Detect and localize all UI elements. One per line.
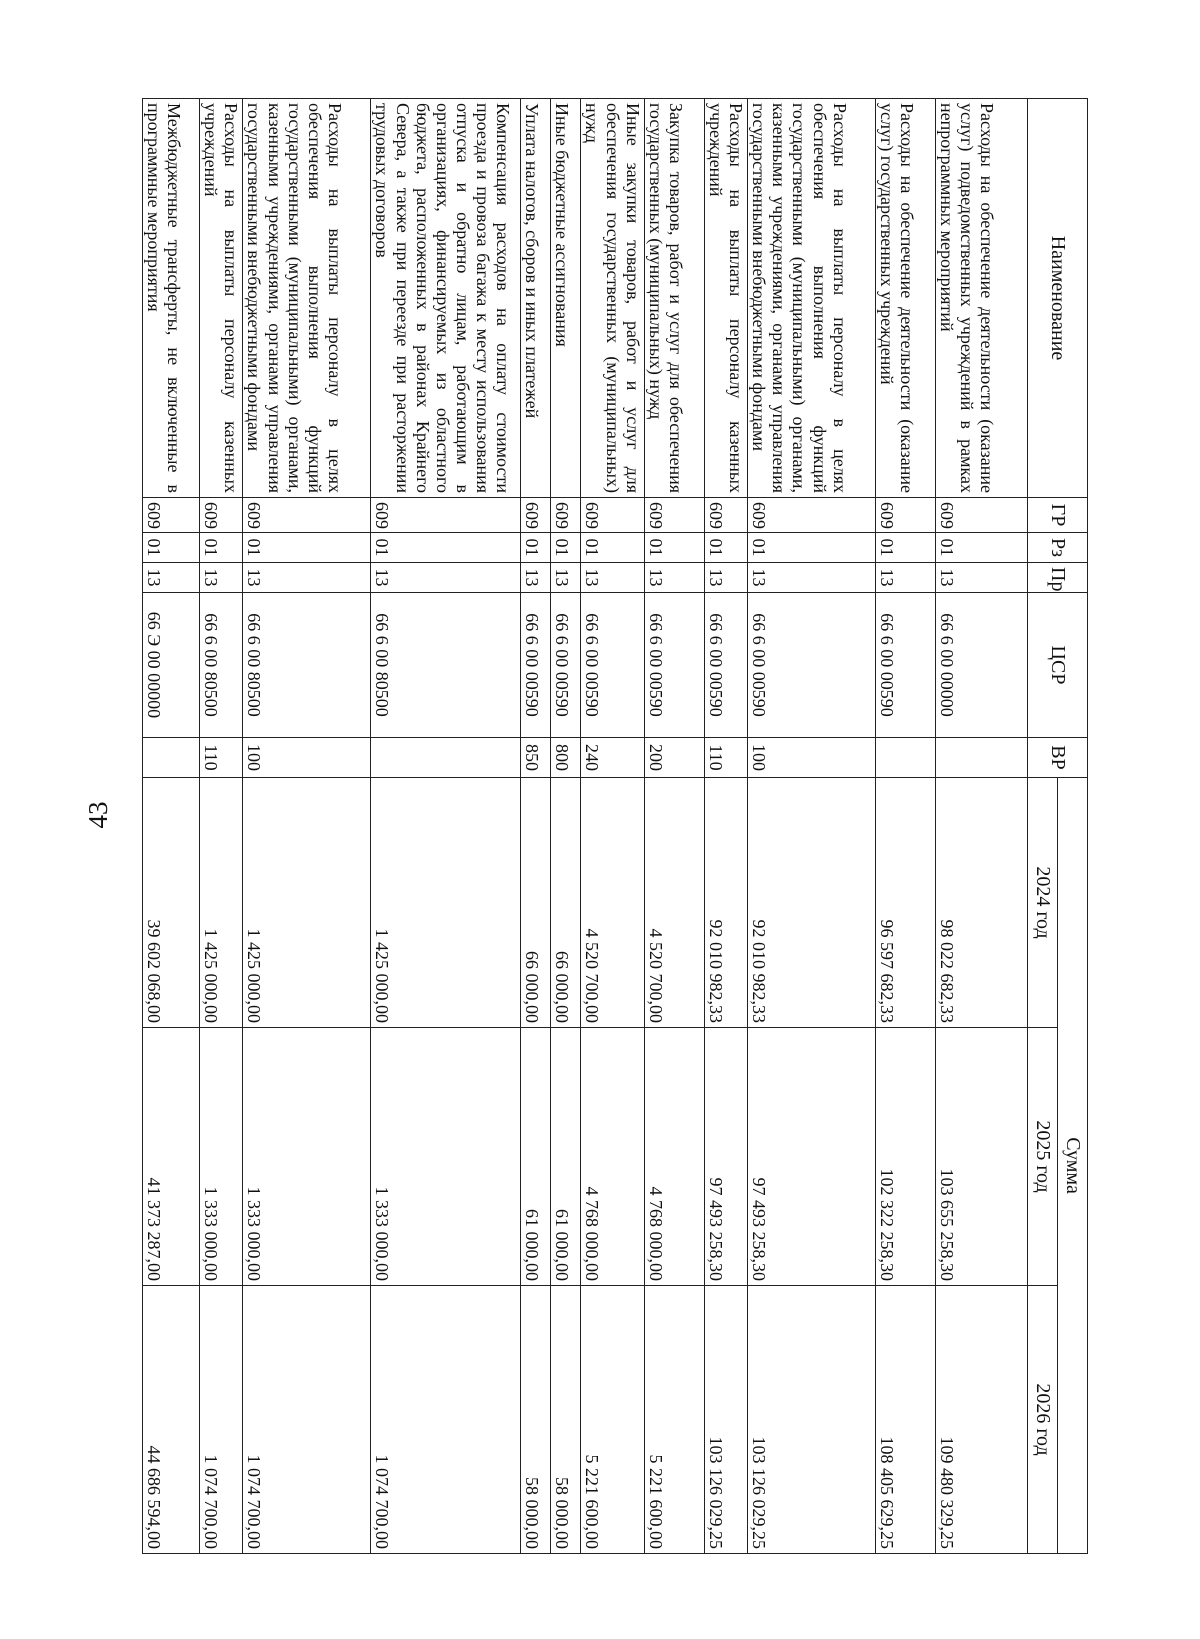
row-sum-2025: 61 000,00: [551, 1028, 581, 1286]
table-row: [704, 99, 747, 1554]
row-sum-2026: 5 221 600,00: [644, 1286, 704, 1554]
header-name: Наименование: [1028, 99, 1088, 498]
row-sum-2024: 39 602 068,00: [142, 778, 199, 1028]
row-vr: 800: [551, 738, 581, 778]
header-2026: 2026 год: [1028, 1286, 1058, 1554]
row-name: Расходы на выплаты персоналу казенных учреждений: [199, 99, 242, 498]
row-vr: [936, 738, 1028, 778]
row-csr: 66 6 00 00590: [644, 593, 704, 738]
row-name: Расходы на обеспечение деятельности (оказание услуг) государственных учреждений: [876, 99, 936, 498]
row-gr: 609: [936, 498, 1028, 533]
row-rz: 01: [876, 533, 936, 563]
row-sum-2025: 61 000,00: [521, 1028, 551, 1286]
row-sum-2025: 97 493 258,30: [748, 1028, 876, 1286]
row-gr: 609: [142, 498, 199, 533]
row-name: Расходы на обеспечение деятельности (оказание услуг) подведомственных учреждений в рамках непрограммных мероприятий: [936, 99, 1028, 498]
row-csr: 66 6 00 00590: [521, 593, 551, 738]
row-sum-2024: 1 425 000,00: [199, 778, 242, 1028]
row-sum-2024: 98 022 682,33: [936, 778, 1028, 1028]
row-sum-2025: 103 655 258,30: [936, 1028, 1028, 1286]
row-vr: 240: [581, 738, 644, 778]
row-csr: 66 6 00 00590: [551, 593, 581, 738]
rotated-table-container: [144, 98, 1088, 1553]
row-pr: 13: [581, 563, 644, 593]
row-vr: [371, 738, 521, 778]
row-sum-2025: 4 768 000,00: [581, 1028, 644, 1286]
page-number: 43: [83, 801, 113, 829]
table-row: [748, 99, 876, 1554]
row-sum-2025: 102 322 258,30: [876, 1028, 936, 1286]
row-name: Иные бюджетные ассигнования: [551, 99, 581, 498]
row-name: Компенсация расходов на оплату стоимости проезда и провоза багажа к месту использования отпуска и обратно лицам, работающим в организациях, финансируемых из областного бюджета, расположенных в районах Крайнего Севера, а также при переезде при расторжении трудовых договоров: [371, 99, 521, 498]
row-gr: 609: [704, 498, 747, 533]
row-rz: 01: [243, 533, 371, 563]
header-pr: Пр: [1028, 563, 1088, 593]
row-pr: 13: [199, 563, 242, 593]
table-row: [936, 99, 1028, 1554]
row-sum-2026: 5 221 600,00: [581, 1286, 644, 1554]
row-sum-2024: 92 010 982,33: [748, 778, 876, 1028]
header-vr: ВР: [1028, 738, 1088, 778]
row-vr: [142, 738, 199, 778]
row-gr: 609: [876, 498, 936, 533]
row-sum-2024: 1 425 000,00: [243, 778, 371, 1028]
row-sum-2026: 1 074 700,00: [371, 1286, 521, 1554]
table-row: [142, 99, 199, 1554]
header-gr: ГР: [1028, 498, 1088, 533]
row-sum-2026: 58 000,00: [551, 1286, 581, 1554]
row-csr: 66 Э 00 00000: [142, 593, 199, 738]
row-rz: 01: [581, 533, 644, 563]
header-csr: ЦСР: [1028, 593, 1088, 738]
row-gr: 609: [521, 498, 551, 533]
row-vr: 110: [704, 738, 747, 778]
row-gr: 609: [581, 498, 644, 533]
row-sum-2026: 103 126 029,25: [704, 1286, 747, 1554]
row-name: Расходы на выплаты персоналу казенных учреждений: [704, 99, 747, 498]
row-csr: 66 6 00 00590: [581, 593, 644, 738]
row-sum-2026: 58 000,00: [521, 1286, 551, 1554]
table-row: [581, 99, 644, 1554]
row-gr: 609: [243, 498, 371, 533]
row-rz: 01: [551, 533, 581, 563]
row-gr: 609: [551, 498, 581, 533]
row-pr: 13: [704, 563, 747, 593]
row-csr: 66 6 00 00000: [936, 593, 1028, 738]
table-row: [876, 99, 936, 1554]
table-row: [551, 99, 581, 1554]
row-sum-2026: 1 074 700,00: [199, 1286, 242, 1554]
row-sum-2026: 1 074 700,00: [243, 1286, 371, 1554]
row-vr: 100: [748, 738, 876, 778]
row-sum-2024: 96 597 682,33: [876, 778, 936, 1028]
row-rz: 01: [644, 533, 704, 563]
row-sum-2024: 1 425 000,00: [371, 778, 521, 1028]
row-sum-2024: 92 010 982,33: [704, 778, 747, 1028]
table-row: [644, 99, 704, 1554]
row-vr: 200: [644, 738, 704, 778]
row-sum-2025: 97 493 258,30: [704, 1028, 747, 1286]
row-sum-2024: 66 000,00: [521, 778, 551, 1028]
row-rz: 01: [371, 533, 521, 563]
row-csr: 66 6 00 80500: [199, 593, 242, 738]
row-sum-2025: 1 333 000,00: [243, 1028, 371, 1286]
header-2024: 2024 год: [1028, 778, 1058, 1028]
table-row: [521, 99, 551, 1554]
row-vr: 850: [521, 738, 551, 778]
row-name: Уплата налогов, сборов и иных платежей: [521, 99, 551, 498]
row-vr: [876, 738, 936, 778]
row-csr: 66 6 00 00590: [876, 593, 936, 738]
row-rz: 01: [142, 533, 199, 563]
table-row: [199, 99, 242, 1554]
row-name: Закупка товаров, работ и услуг для обеспечения государственных (муниципальных) нужд: [644, 99, 704, 498]
table-row: [243, 99, 371, 1554]
row-sum-2024: 4 520 700,00: [581, 778, 644, 1028]
row-rz: 01: [704, 533, 747, 563]
row-pr: 13: [876, 563, 936, 593]
header-rz: Рз: [1028, 533, 1088, 563]
row-sum-2026: 44 686 594,00: [142, 1286, 199, 1554]
row-sum-2024: 4 520 700,00: [644, 778, 704, 1028]
row-sum-2024: 66 000,00: [551, 778, 581, 1028]
row-rz: 01: [936, 533, 1028, 563]
table-row: [371, 99, 521, 1554]
row-sum-2025: 1 333 000,00: [199, 1028, 242, 1286]
row-sum-2026: 103 126 029,25: [748, 1286, 876, 1554]
row-name: Межбюджетные трансферты, не включенные в программные мероприятия: [142, 99, 199, 498]
row-sum-2026: 109 480 329,25: [936, 1286, 1028, 1554]
row-sum-2025: 1 333 000,00: [371, 1028, 521, 1286]
row-vr: 110: [199, 738, 242, 778]
row-name: Иные закупки товаров, работ и услуг для обеспечения государственных (муниципальных) нужд: [581, 99, 644, 498]
row-pr: 13: [644, 563, 704, 593]
row-rz: 01: [521, 533, 551, 563]
row-pr: 13: [748, 563, 876, 593]
row-rz: 01: [748, 533, 876, 563]
header-2025: 2025 год: [1028, 1028, 1058, 1286]
row-pr: 13: [521, 563, 551, 593]
row-sum-2025: 4 768 000,00: [644, 1028, 704, 1286]
row-name: Расходы на выплаты персоналу в целях обеспечения выполнения функций государственными (муниципальными) органами, казенными учреждениями, органами управления государственными внебюджетными фондами: [748, 99, 876, 498]
row-pr: 13: [936, 563, 1028, 593]
row-csr: 66 6 00 80500: [243, 593, 371, 738]
budget-table: [142, 98, 1088, 1554]
row-gr: 609: [748, 498, 876, 533]
row-pr: 13: [142, 563, 199, 593]
row-gr: 609: [371, 498, 521, 533]
row-pr: 13: [371, 563, 521, 593]
row-pr: 13: [243, 563, 371, 593]
header-sum: Сумма: [1058, 778, 1088, 1554]
row-csr: 66 6 00 00590: [704, 593, 747, 738]
row-vr: 100: [243, 738, 371, 778]
row-gr: 609: [199, 498, 242, 533]
row-rz: 01: [199, 533, 242, 563]
row-gr: 609: [644, 498, 704, 533]
row-name: Расходы на выплаты персоналу в целях обеспечения выполнения функций государственными (муниципальными) органами, казенными учреждениями, органами управления государственными внебюджетными фондами: [243, 99, 371, 498]
row-csr: 66 6 00 00590: [748, 593, 876, 738]
row-sum-2025: 41 373 287,00: [142, 1028, 199, 1286]
row-csr: 66 6 00 80500: [371, 593, 521, 738]
row-pr: 13: [551, 563, 581, 593]
row-sum-2026: 108 405 629,25: [876, 1286, 936, 1554]
